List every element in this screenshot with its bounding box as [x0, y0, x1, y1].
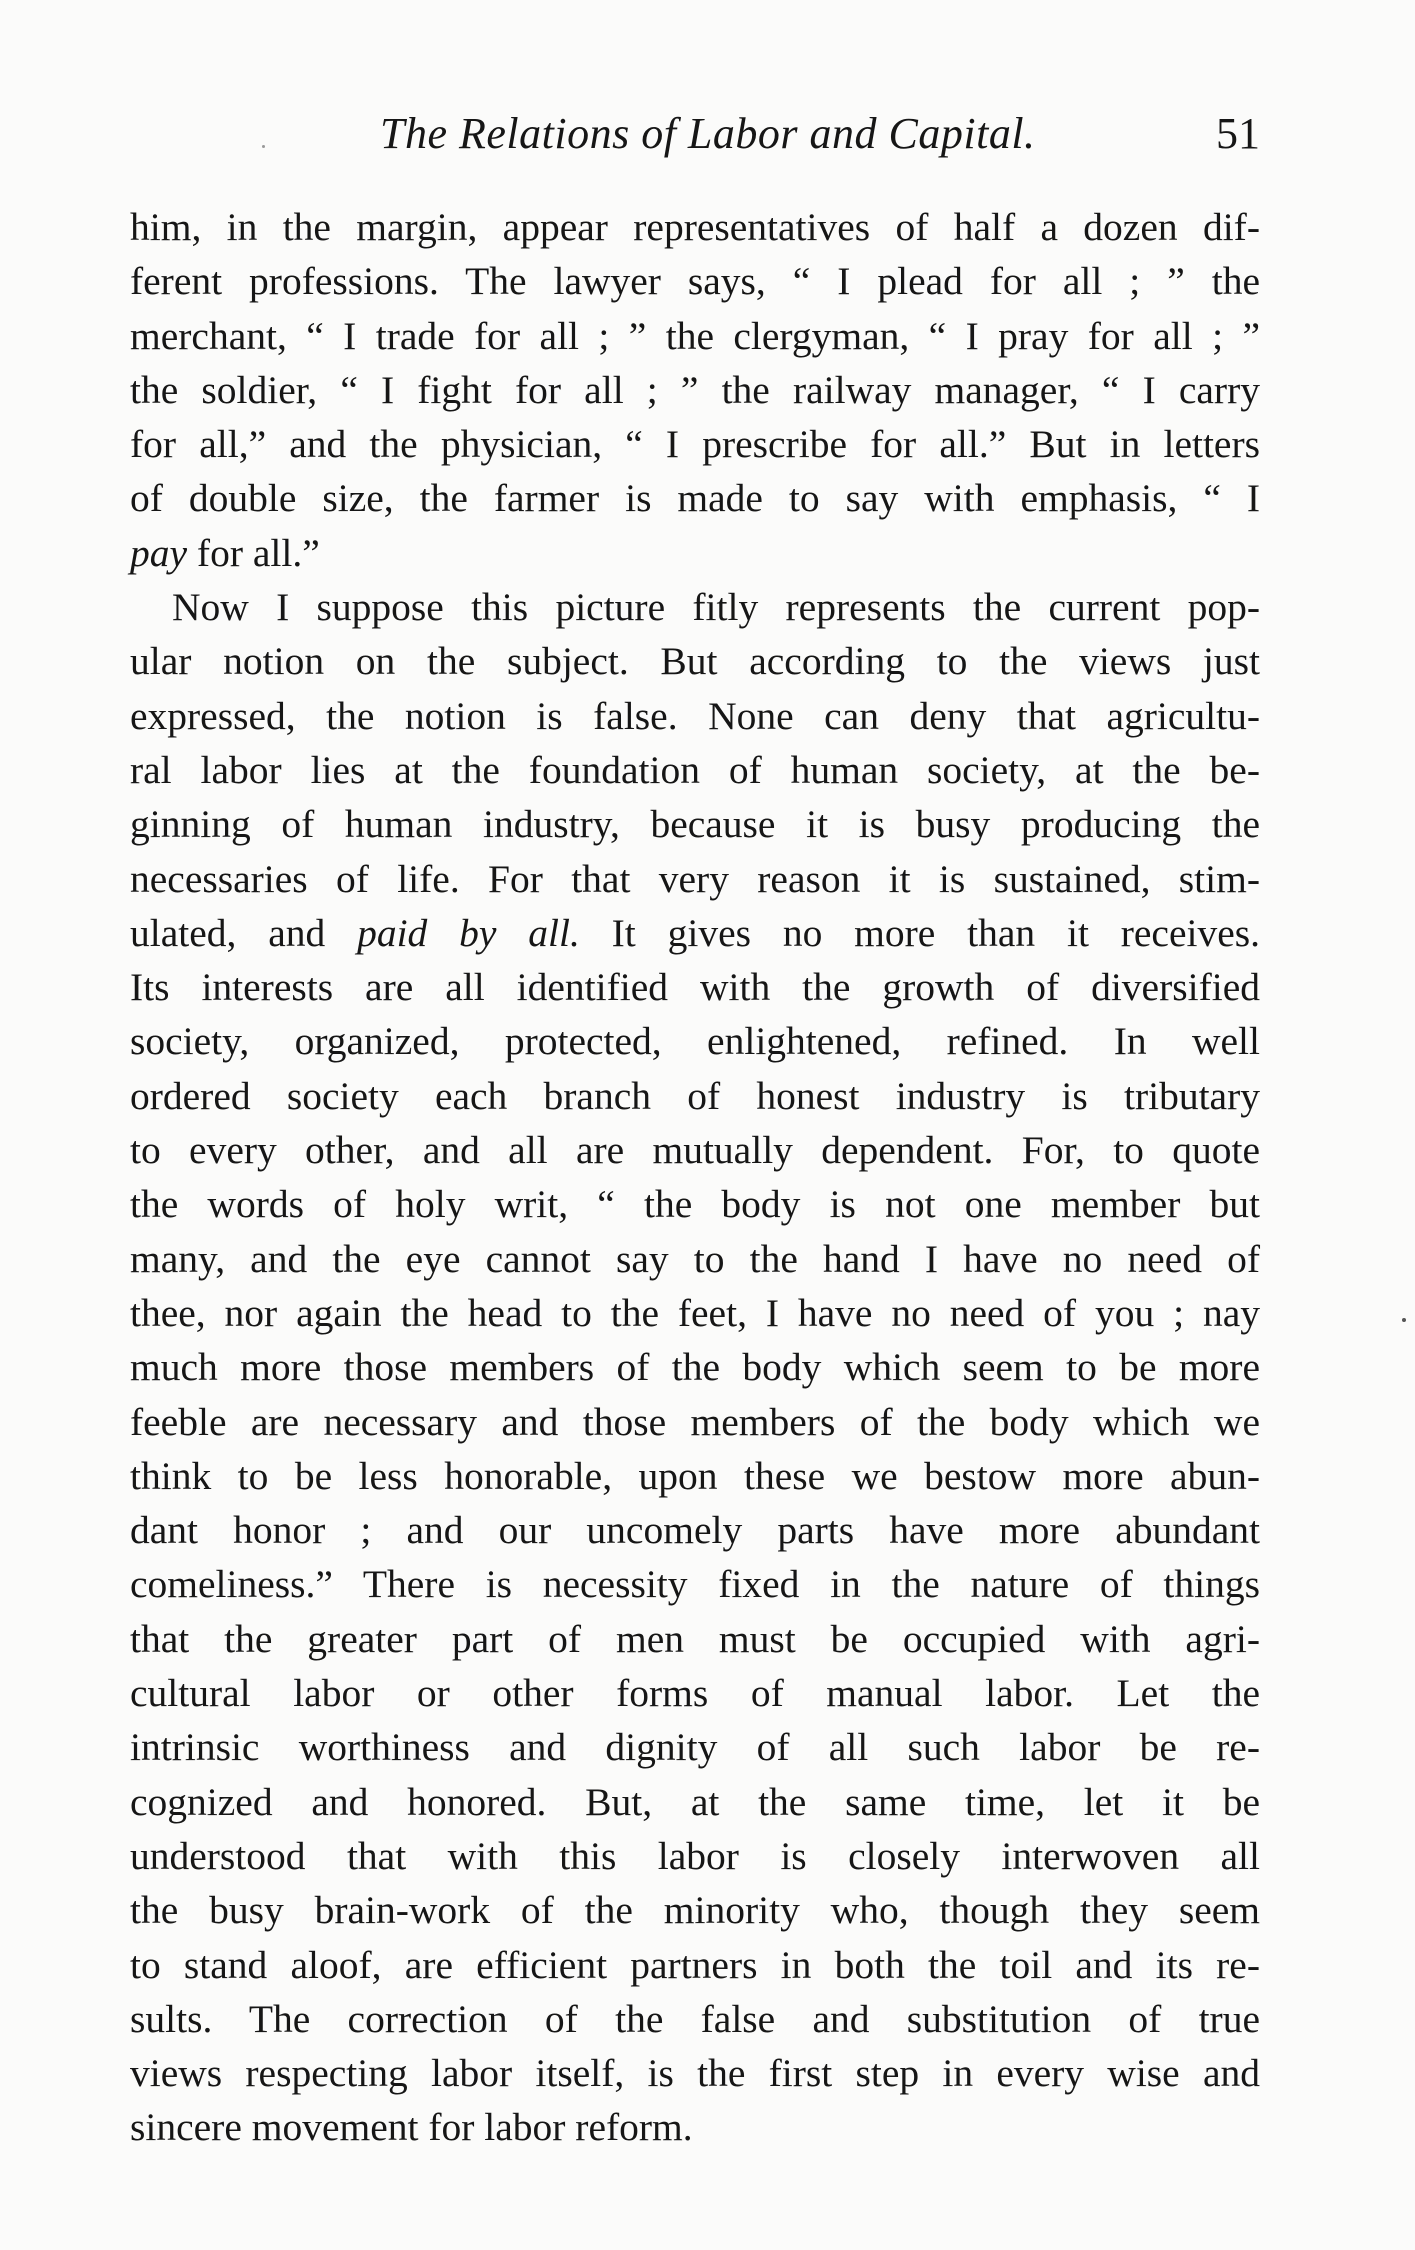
text-line: [130, 1992, 1260, 2046]
text-line: [130, 417, 1260, 471]
text-line: [130, 1340, 1260, 1394]
text-run: to every other, and all are mutually dependent. For, to quote: [130, 1128, 1260, 1173]
paragraph: [130, 580, 1260, 2155]
text-line: [130, 1177, 1260, 1231]
text-run: society, organized, protected, enlightened, refined. In well: [130, 1019, 1260, 1064]
text-run: many, and the eye cannot say to the hand I have no need of: [130, 1236, 1260, 1281]
text-line: [130, 200, 1260, 254]
text-run: to stand aloof, are efficient partners in both the toil and its re-: [130, 1942, 1260, 1987]
text-run: sincere movement for labor reform.: [130, 2105, 693, 2150]
paper-speck: [1402, 1318, 1406, 1322]
text-run: him, in the margin, appear representatives of half a dozen dif-: [130, 205, 1260, 249]
text-run: think to be less honorable, upon these we bestow more abun-: [130, 1453, 1260, 1498]
text-run: comeliness.” There is necessity fixed in the nature of things: [130, 1562, 1260, 1607]
text-run: cultural labor or other forms of manual labor. Let the: [130, 1671, 1260, 1716]
italic-text: paid by all.: [357, 910, 580, 955]
text-line: [130, 254, 1260, 308]
text-line: [130, 689, 1260, 743]
text-line: [130, 1883, 1260, 1937]
text-run: of double size, the farmer is made to say with emphasis, “ I: [130, 476, 1260, 521]
text-run: views respecting labor itself, is the first step in every wise and: [130, 2051, 1260, 2096]
text-line: [130, 2046, 1260, 2100]
text-line: [130, 1938, 1260, 1992]
text-line: [130, 309, 1260, 363]
text-line: [130, 1123, 1260, 1177]
text-run: the soldier, “ I fight for all ; ” the railway manager, “ I carry: [130, 367, 1260, 412]
text-line: [130, 1395, 1260, 1449]
text-run: ular notion on the subject. But according to the views just: [130, 639, 1260, 684]
text-line: [130, 363, 1260, 417]
text-line: [130, 1829, 1260, 1883]
text-line: [130, 960, 1260, 1014]
text-run: ginning of human industry, because it is busy producing the: [130, 802, 1260, 847]
text-line: [130, 580, 1260, 634]
text-run: Its interests are all identified with the growth of diversified: [130, 965, 1260, 1010]
text-line: [130, 1775, 1260, 1829]
text-run: It gives no more than it receives.: [579, 910, 1260, 955]
text-line: [130, 2100, 1260, 2154]
text-line: [130, 1666, 1260, 1720]
text-line: [130, 797, 1260, 851]
text-line: [130, 1286, 1260, 1340]
text-run: that the greater part of men must be occupied with agri-: [130, 1616, 1260, 1661]
text-run: ulated, and: [130, 910, 358, 955]
text-line: [130, 1503, 1260, 1557]
text-line: [130, 1720, 1260, 1774]
text-run: for all.”: [187, 530, 320, 575]
text-line: [130, 1612, 1260, 1666]
italic-text: pay: [130, 530, 188, 575]
text-line: [130, 526, 1260, 580]
text-run: merchant, “ I trade for all ; ” the clergyman, “ I pray for all ; ”: [130, 313, 1260, 358]
text-run: intrinsic worthiness and dignity of all such labor be re-: [130, 1725, 1260, 1770]
text-line: [130, 1014, 1260, 1068]
text-run: dant honor ; and our uncomely parts have more abundant: [130, 1508, 1260, 1553]
text-run: understood that with this labor is closely interwoven all: [130, 1833, 1260, 1878]
body-text: [130, 200, 1260, 2155]
text-run: the words of holy writ, “ the body is not one member but: [130, 1182, 1260, 1227]
text-line: [130, 1069, 1260, 1123]
running-head: [130, 108, 1260, 168]
text-run: thee, nor again the head to the feet, I have no need of you ; nay: [130, 1290, 1260, 1335]
text-run: sults. The correction of the false and substitution of true: [130, 1996, 1260, 2041]
text-line: [130, 1449, 1260, 1503]
paper-speck: [262, 145, 265, 148]
running-title: The Relations of Labor and Capital.: [380, 109, 1036, 158]
text-run: necessaries of life. For that very reason it is sustained, stim-: [130, 856, 1260, 901]
text-line: [130, 471, 1260, 525]
paragraph: [130, 200, 1260, 580]
text-line: [130, 743, 1260, 797]
text-run: Now I suppose this picture fitly represents the current pop-: [172, 585, 1260, 630]
text-run: feeble are necessary and those members of the body which we: [130, 1399, 1260, 1444]
text-run: much more those members of the body which seem to be more: [130, 1345, 1260, 1390]
text-run: ferent professions. The lawyer says, “ I plead for all ; ” the: [130, 259, 1260, 304]
text-run: the busy brain-work of the minority who, though they seem: [130, 1888, 1260, 1933]
page-number: 51: [1216, 109, 1260, 158]
text-line: [130, 1557, 1260, 1611]
text-run: ral labor lies at the foundation of human society, at the be-: [130, 747, 1260, 792]
text-line: [130, 634, 1260, 688]
text-line: [130, 906, 1260, 960]
text-line: [130, 1232, 1260, 1286]
text-line: [130, 852, 1260, 906]
text-run: expressed, the notion is false. None can deny that agricultu-: [130, 693, 1260, 738]
text-run: ordered society each branch of honest industry is tributary: [130, 1073, 1260, 1118]
text-run: for all,” and the physician, “ I prescribe for all.” But in letters: [130, 422, 1260, 467]
text-run: cognized and honored. But, at the same time, let it be: [130, 1779, 1260, 1824]
